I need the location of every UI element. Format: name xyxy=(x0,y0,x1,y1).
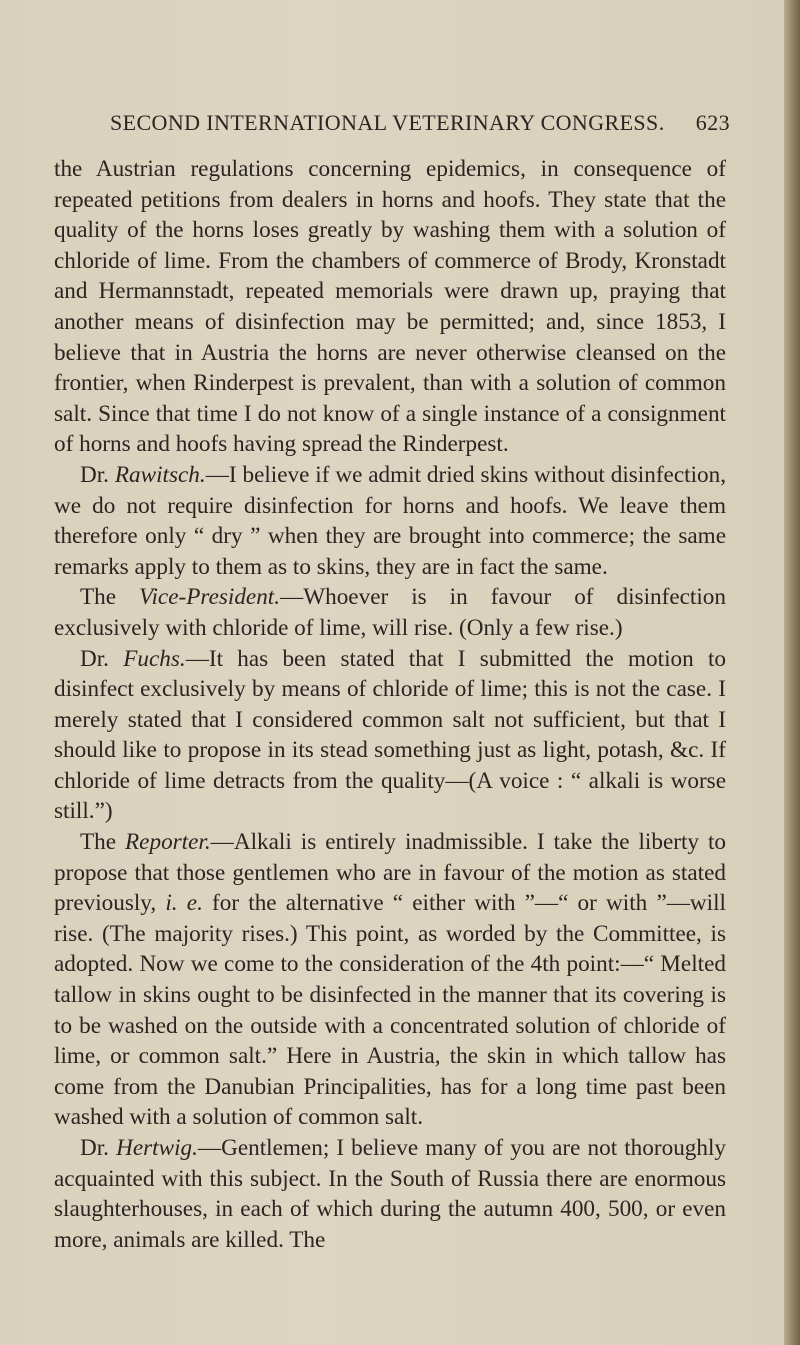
speech-text-continued: for the alternative “ either with ”—“ or with ”—will rise. (The majority rises.) This point, as worded by the Committee, is adopted. Now we come to the consideration of the 4th point:—“ Melted tallow in skins ought to be disinfected in the manner that its covering is to be washed on the outside with a concentrated solution of chloride of lime, or common salt.” Here in Austria, the skin in which tallow has come from the Danubian Principalities, has for a long time past been washed with a solution of common salt. xyxy=(54,890,727,1131)
speaker-title: The xyxy=(80,584,140,611)
abbreviation-ie: i. e. xyxy=(165,890,203,917)
paragraph-6 xyxy=(54,1133,726,1255)
paragraph-3 xyxy=(54,582,726,643)
page-number: 623 xyxy=(695,110,730,135)
paragraph-1: the Austrian regulations concerning epidemics, in consequence of repeated petitions from dealers in horns and hoofs. They state that the quality of the horns loses greatly by washing them with a solution of chloride of lime. From the chambers of commerce of Brody, Kronstadt and Hermannstadt, repeated memorials were drawn up, praying that another means of disinfection may be permitted; and, since 1853, I believe that in Austria the horns are never otherwise cleansed on the frontier, when Rinderpest is prevalent, than with a solution of common salt. Since that time I do not know of a single instance of a consignment of horns and hoofs having spread the Rinderpest. xyxy=(54,156,726,458)
speaker-name: Fuchs. xyxy=(123,645,186,672)
speaker-title: Dr. xyxy=(80,1135,117,1161)
paragraph-4 xyxy=(54,644,726,828)
speech-text: —Alkali is entirely inadmissible. I take the liberty to propose that those gentlemen who are in favour of the motion as stated previously, xyxy=(54,829,726,917)
speaker-title: Dr. xyxy=(80,461,115,488)
paragraph-2 xyxy=(54,460,726,582)
speech-text: —Whoever is in favour of disinfection exclusively with chloride of lime, will rise. (Only a few rise.) xyxy=(54,584,726,641)
page-edge xyxy=(784,0,800,1345)
speech-text: —It has been stated that I submitted the motion to disinfect exclusively by means of chloride of lime; this is not the case. I merely stated that I considered common salt not sufficient, but that I should like to propose in its stead something just as light, potash, &c. If chloride of lime detracts from the quality—(A voice : “ alkali is worse still.”) xyxy=(54,645,727,825)
running-head-title: SECOND INTERNATIONAL VETERINARY CONGRESS. xyxy=(110,110,665,135)
speech-text: —Gentlemen; I believe many of you are not thoroughly acquainted with this subject. In the South of Russia there are enormous slaughterhouses, in each of which during the autumn 400, 500, or even more, animals are killed. The xyxy=(54,1135,727,1253)
speaker-name: Reporter. xyxy=(125,829,211,856)
speech-text: —I believe if we admit dried skins without disinfection, we do not require disinfection for horns and hoofs. We leave them therefore only “ dry ” when they are brought into commerce; the same remarks apply to them as to skins, they are in fact the same. xyxy=(54,461,726,580)
speaker-name: Rawitsch. xyxy=(114,461,206,488)
speaker-name: Hertwig. xyxy=(116,1135,198,1161)
paragraph-5 xyxy=(54,827,726,1133)
running-head xyxy=(110,110,730,136)
speaker-title: Dr. xyxy=(80,645,124,672)
speaker-name: Vice-President. xyxy=(139,584,281,611)
speaker-title: The xyxy=(80,829,126,856)
body-text xyxy=(54,154,726,1255)
